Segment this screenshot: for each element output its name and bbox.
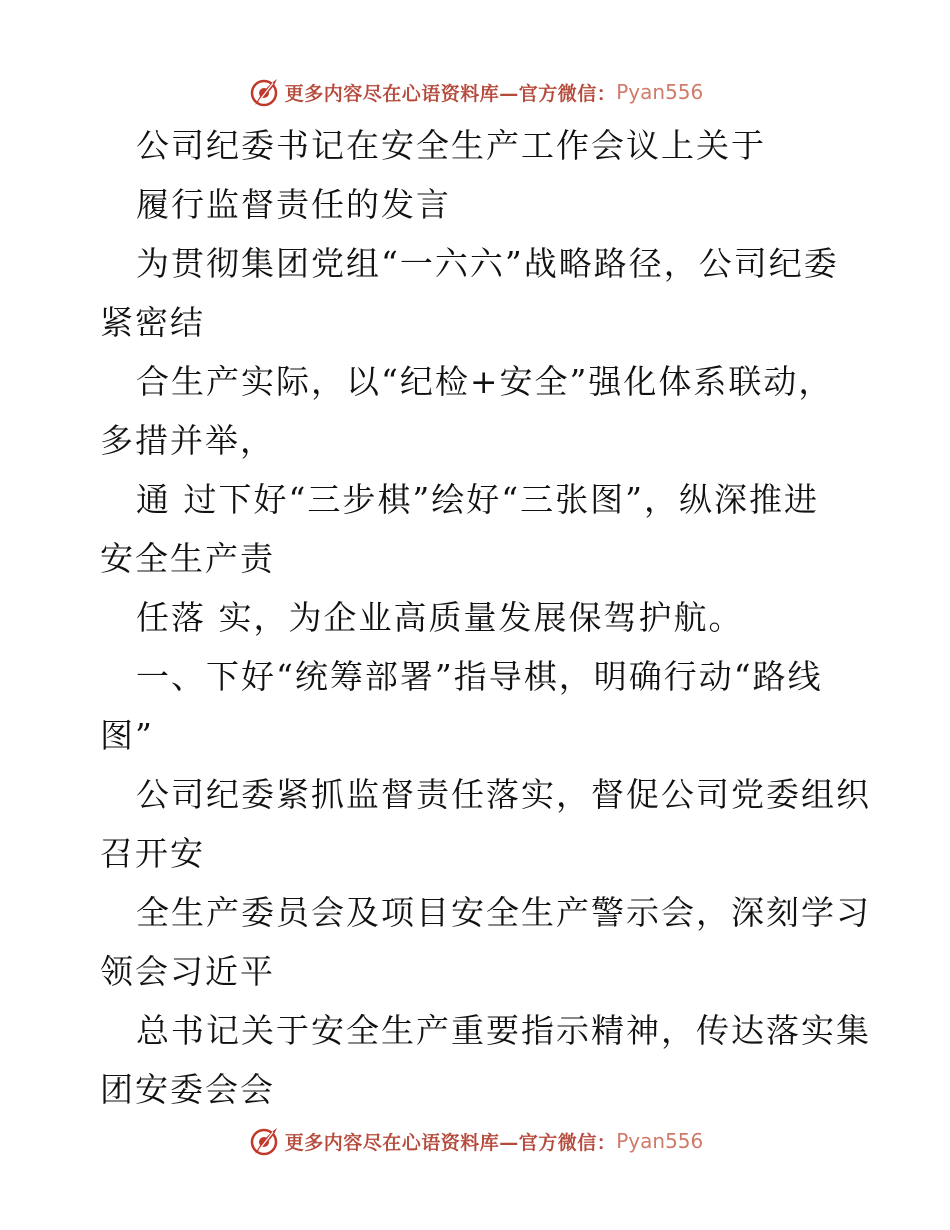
feather-seal-icon <box>247 1124 281 1158</box>
paragraph-line: 合生产实际，以“纪检+安全”强化体系联动， <box>136 362 834 401</box>
watermark-header <box>0 72 950 112</box>
watermark-footer <box>0 1121 950 1161</box>
section-heading-line: 图” <box>100 716 154 755</box>
document-title-line: 履行监督责任的发言 <box>136 185 451 224</box>
paragraph-line: 安全生产责 <box>100 539 275 578</box>
document-title-line: 公司纪委书记在安全生产工作会议上关于 <box>136 126 766 165</box>
paragraph-line: 召开安 <box>100 834 205 873</box>
paragraph-line: 团安委会会 <box>100 1070 275 1109</box>
document-body <box>100 116 871 1119</box>
section-heading-line: 一、下好“统筹部署”指导棋，明确行动“路线 <box>136 657 823 696</box>
paragraph-line: 领会习近平 <box>100 952 275 991</box>
paragraph-line: 紧密结 <box>100 303 205 342</box>
watermark-text: 更多内容尽在心语资料库—官方微信： <box>284 1131 617 1154</box>
paragraph-line: 公司纪委紧抓监督责任落实，督促公司党委组织 <box>136 775 871 814</box>
watermark-wechat-id: Pyan556 <box>616 1129 704 1153</box>
paragraph-line: 任落 实，为企业高质量发展保驾护航。 <box>136 598 744 637</box>
paragraph-line: 总书记关于安全生产重要指示精神，传达落实集 <box>136 1011 871 1050</box>
watermark-text: 更多内容尽在心语资料库—官方微信： <box>284 82 617 105</box>
feather-seal-icon <box>247 75 281 109</box>
paragraph-line: 为贯彻集团党组“一六六”战略路径，公司纪委 <box>136 244 839 283</box>
paragraph-line: 全生产委员会及项目安全生产警示会，深刻学习 <box>136 893 871 932</box>
paragraph-line: 通 过下好“三步棋”绘好“三张图”，纵深推进 <box>136 480 819 519</box>
watermark-wechat-id: Pyan556 <box>616 80 704 104</box>
paragraph-line: 多措并举， <box>100 421 275 460</box>
